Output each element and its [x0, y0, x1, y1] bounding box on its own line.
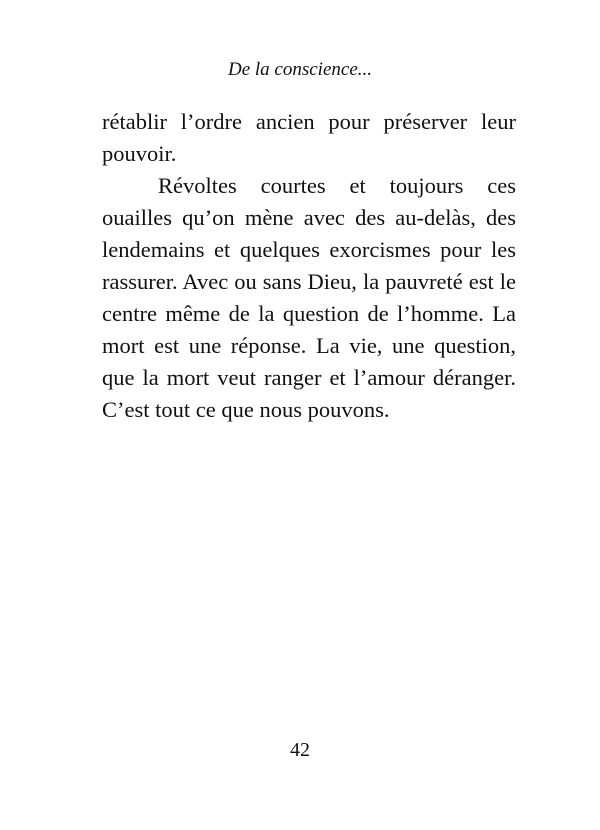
paragraph-continuation: rétablir l’ordre ancien pour préserver leur pouvoir.: [102, 109, 516, 166]
paragraph: Révoltes courtes et toujours ces ouailles qu’on mène avec des au-delàs, des lendemains et quelques exorcismes pour les rassurer. Avec ou sans Dieu, la pauvreté est le centre même de la question de l’homme. La mort est une réponse. La vie, une question, que la mort veut ranger et l’amour déranger. C’est tout ce que nous pouvons.: [102, 173, 516, 422]
page-number: 42: [290, 739, 310, 761]
running-header: De la conscience...: [227, 59, 373, 80]
text-block: [102, 106, 516, 426]
